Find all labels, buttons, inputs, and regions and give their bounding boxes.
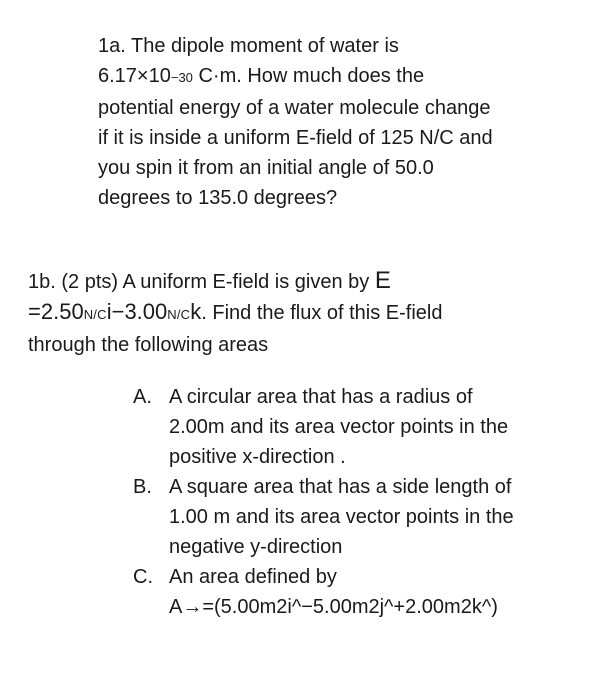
- q1a-line-3: potential energy of a water molecule change: [98, 97, 491, 119]
- dipole-moment-exponent: −30: [170, 70, 193, 85]
- question-1a: [98, 31, 578, 213]
- field-symbol-e: E: [374, 267, 391, 294]
- list-marker-c: C.: [133, 566, 153, 588]
- q1b-line-3: through the following areas: [28, 334, 269, 356]
- question-1b: [28, 266, 588, 360]
- field-equals: =: [28, 299, 41, 324]
- list-marker-b: B.: [133, 476, 152, 498]
- list-marker-a: A.: [133, 386, 152, 408]
- q1b-intro-text: 1b. (2 pts) A uniform E-field is given by: [28, 271, 375, 293]
- item-b-line-1: A square area that has a side length of: [169, 476, 512, 498]
- item-c-line-2: A→=(5.00m2i^−5.00m2j^+2.00m2k^): [169, 596, 498, 618]
- field-unit-2: N/C: [167, 307, 191, 322]
- q1a-line-1: 1a. The dipole moment of water is: [98, 35, 399, 57]
- item-a-line-2: 2.00m and its area vector points in the: [169, 416, 509, 438]
- q1a-line-6: degrees to 135.0 degrees?: [98, 187, 338, 209]
- field-value-2: 3.00: [124, 299, 168, 324]
- item-b-line-2: 1.00 m and its area vector points in the: [169, 506, 514, 528]
- unit-vector-k: k: [190, 299, 202, 324]
- q1a-line-2: [98, 61, 578, 93]
- dipole-moment-base: 6.17×10: [98, 65, 171, 87]
- list-item-c: [133, 562, 583, 622]
- q1b-line-2: [28, 297, 588, 330]
- q1a-line-5: you spin it from an initial angle of 50.0: [98, 157, 434, 179]
- item-b-line-3: negative y-direction: [169, 536, 343, 558]
- unit-vector-i: i: [106, 299, 112, 324]
- dipole-moment-unit-text: C·m. How much does the: [192, 65, 425, 87]
- item-c-line-1: An area defined by: [169, 566, 337, 588]
- field-minus: −: [111, 299, 125, 324]
- field-unit-1: N/C: [83, 307, 107, 322]
- list-item-a: [133, 382, 583, 472]
- q1b-line-1: [28, 266, 588, 297]
- answer-options-list: [133, 382, 583, 622]
- q1a-line-4: if it is inside a uniform E-field of 125 N/C and: [98, 127, 493, 149]
- item-a-line-3: positive x-direction .: [169, 446, 346, 468]
- q1b-line-2-rest: . Find the flux of this E-field: [201, 302, 443, 324]
- item-a-line-1: A circular area that has a radius of: [169, 386, 473, 408]
- field-value-1: 2.50: [40, 299, 84, 324]
- list-item-b: [133, 472, 583, 562]
